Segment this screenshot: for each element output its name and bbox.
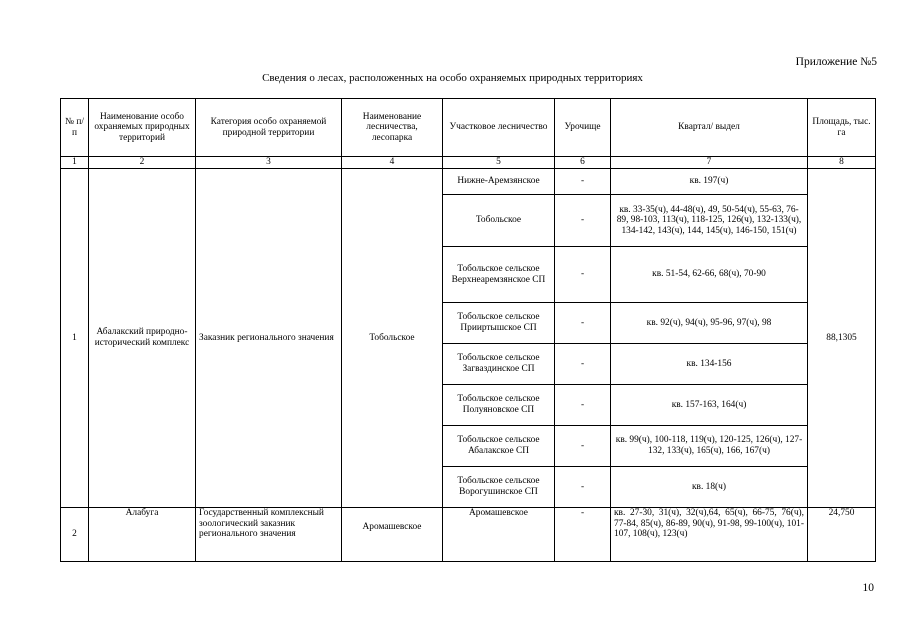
tract-value: - <box>555 195 611 247</box>
district-name: Тобольское сельское Прииртышское СП <box>443 303 555 344</box>
quarter-value: кв. 134-156 <box>611 344 808 385</box>
tract-value: - <box>555 508 611 562</box>
table-row <box>61 508 876 562</box>
district-name: Тобольское сельское Верхнеаремзянское СП <box>443 247 555 303</box>
territory-name: Абалакский природно-исторический комплекс <box>89 169 196 508</box>
col-header-district: Участковое лесничество <box>443 99 555 157</box>
quarter-value: кв. 18(ч) <box>611 467 808 508</box>
forestry-name: Тобольское <box>342 169 443 508</box>
district-name: Тобольское сельское Полуяновское СП <box>443 385 555 426</box>
forestry-name: Аромашевское <box>342 508 443 562</box>
district-name: Тобольское <box>443 195 555 247</box>
quarter-value: кв. 33-35(ч), 44-48(ч), 49, 50-54(ч), 55-63, 76-89, 98-103, 113(ч), 118-125, 126(ч), 132-133(ч), 134-142, 143(ч), 144, 145(ч), 146-150, 151(ч) <box>611 195 808 247</box>
col-number: 7 <box>611 157 808 169</box>
col-header-name: Наименование особо охраняемых природных территорий <box>89 99 196 157</box>
quarter-value: кв. 157-163, 164(ч) <box>611 385 808 426</box>
col-header-category: Категория особо охраняемой природной территории <box>196 99 342 157</box>
document-title: Сведения о лесах, расположенных на особо охраняемых природных территориях <box>262 72 643 84</box>
district-name: Тобольское сельское Загваздинское СП <box>443 344 555 385</box>
territory-name: Алабуга <box>89 508 196 562</box>
col-number: 8 <box>808 157 876 169</box>
col-number: 6 <box>555 157 611 169</box>
quarter-value: кв. 51-54, 62-66, 68(ч), 70-90 <box>611 247 808 303</box>
quarter-value: кв. 197(ч) <box>611 169 808 195</box>
tract-value: - <box>555 169 611 195</box>
row-number: 1 <box>61 169 89 508</box>
col-number: 3 <box>196 157 342 169</box>
tract-value: - <box>555 467 611 508</box>
col-number: 4 <box>342 157 443 169</box>
quarter-value: кв. 27-30, 31(ч), 32(ч),64, 65(ч), 66-75, 76(ч), 77-84, 85(ч), 86-89, 90(ч), 91-98, 99-100(ч), 101-107, 108(ч), 123(ч) <box>611 508 808 562</box>
table-row <box>61 169 876 195</box>
district-name: Нижне-Аремзянское <box>443 169 555 195</box>
header-row <box>61 99 876 157</box>
area-value: 24,750 <box>808 508 876 562</box>
col-number: 2 <box>89 157 196 169</box>
row-number: 2 <box>61 508 89 562</box>
col-header-area: Площадь, тыс. га <box>808 99 876 157</box>
page-number: 10 <box>862 582 874 594</box>
col-number: 5 <box>443 157 555 169</box>
column-number-row <box>61 157 876 169</box>
col-header-tract: Урочище <box>555 99 611 157</box>
territory-category: Заказник регионального значения <box>196 169 342 508</box>
district-name: Аромашевское <box>443 508 555 562</box>
quarter-value: кв. 92(ч), 94(ч), 95-96, 97(ч), 98 <box>611 303 808 344</box>
tract-value: - <box>555 426 611 467</box>
col-header-forestry: Наименование лесничества, лесопарка <box>342 99 443 157</box>
col-number: 1 <box>61 157 89 169</box>
district-name: Тобольское сельское Абалакское СП <box>443 426 555 467</box>
appendix-label: Приложение №5 <box>795 56 877 68</box>
col-header-num: № п/п <box>61 99 89 157</box>
protected-forests-table <box>60 98 876 562</box>
col-header-quarter: Квартал/ выдел <box>611 99 808 157</box>
tract-value: - <box>555 344 611 385</box>
tract-value: - <box>555 303 611 344</box>
area-value: 88,1305 <box>808 169 876 508</box>
tract-value: - <box>555 385 611 426</box>
territory-category: Государственный комплексный зоологический заказник регионального значения <box>196 508 342 562</box>
quarter-value: кв. 99(ч), 100-118, 119(ч), 120-125, 126(ч), 127-132, 133(ч), 165(ч), 166, 167(ч) <box>611 426 808 467</box>
district-name: Тобольское сельское Ворогушинское СП <box>443 467 555 508</box>
tract-value: - <box>555 247 611 303</box>
